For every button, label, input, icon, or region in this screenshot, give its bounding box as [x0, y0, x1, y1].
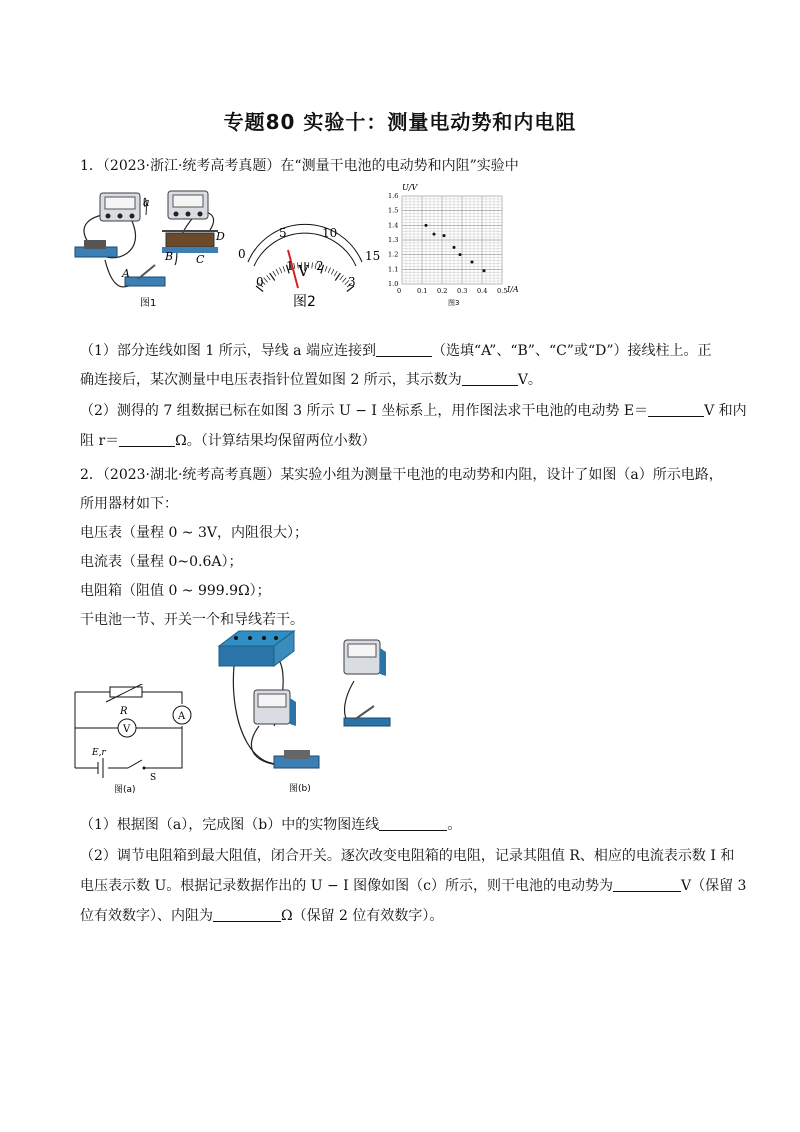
- answer-blank[interactable]: [379, 816, 447, 831]
- figure-1: [70, 185, 235, 313]
- dial-tick: [328, 268, 330, 273]
- dial-unit: V: [298, 262, 309, 280]
- dial-tick: [312, 262, 313, 268]
- chart-data-point: [433, 233, 436, 236]
- dial-bottom-tick-1: 1: [286, 259, 294, 273]
- answer-blank[interactable]: [648, 402, 704, 417]
- dial-top-tick-5: 5: [279, 226, 287, 240]
- chart-grid: [402, 196, 502, 284]
- q2-part2-line2: 电压表示数 U。根据记录数据作出的 U − I 图像如图（c）所示，则干电池的电动势为 V（保留 3: [80, 878, 747, 894]
- figa-Er-label: E,r: [92, 748, 106, 758]
- chart-x-tick-label: 0.1: [417, 287, 428, 295]
- chart-x-tick-label: 0.4: [477, 287, 488, 295]
- fig1-label-B: B: [165, 250, 174, 263]
- figa-R-label: R: [120, 706, 128, 717]
- q2-item-resistor-box: 电阻箱（阻值 0 ~ 999.9Ω）；: [80, 583, 271, 599]
- dial-bottom-tick-2: 2: [316, 259, 324, 273]
- q1-part2-line2: 阻 r＝ Ω。（计算结果均保留两位小数）: [80, 433, 376, 449]
- chart-data-point: [483, 269, 486, 272]
- chart-y-tick-label: 1.0: [388, 280, 399, 288]
- dial-tick: [325, 266, 327, 272]
- dial-tick: [342, 278, 346, 282]
- dial-tick: [267, 275, 271, 280]
- dial-tick: [270, 273, 275, 280]
- dial-tick: [331, 269, 334, 274]
- dial-bottom-tick-3: 3: [348, 275, 356, 289]
- page-title: 专题80 实验十：测量电动势和内电阻: [223, 110, 577, 134]
- fig1-caption: 图1: [140, 298, 157, 309]
- q2-item-others: 干电池一节、开关一个和导线若干。: [80, 612, 304, 628]
- dial-tick: [334, 271, 337, 276]
- dial-tick: [276, 269, 279, 274]
- figb-caption: 图(b): [289, 784, 311, 794]
- fig1-label-C: C: [196, 253, 205, 266]
- chart-y-axis-label: U/V: [402, 183, 418, 192]
- chart-y-tick-label: 1.3: [388, 236, 399, 244]
- figa-voltmeter-label: V: [123, 724, 131, 735]
- dial-top-tick-0: 0: [238, 247, 246, 261]
- answer-blank[interactable]: [613, 877, 681, 892]
- fig1-label-A: A: [122, 267, 130, 280]
- chart-y-tick-label: 1.2: [388, 250, 399, 259]
- figure-b: [214, 626, 414, 798]
- chart-x-tick-label: 0.2: [437, 287, 448, 295]
- fig1-label-a: a: [143, 196, 150, 209]
- q1-part2-line1: （2）测得的 7 组数据已标在如图 3 所示 U − I 坐标系上，用作图法求干电池的电动势 E＝ V 和内: [80, 403, 747, 419]
- dial-tick: [335, 273, 340, 280]
- chart-data-point: [471, 261, 474, 264]
- q2-heading-line1: 2．（2023·湖北·统考高考真题）某实验小组为测量干电池的电动势和内阻，设计了如图（a）所示电路，: [80, 467, 723, 483]
- dial-tick: [340, 275, 344, 280]
- chart-x-tick-label: 0: [397, 287, 402, 295]
- dial-tick: [294, 263, 295, 269]
- q2-part2-line3: 位有效数字）、内阻为 Ω（保留 2 位有效数字）。: [80, 908, 444, 924]
- answer-blank[interactable]: [376, 342, 432, 357]
- answer-blank[interactable]: [462, 371, 518, 386]
- dial-top-tick-15: 15: [365, 249, 380, 263]
- figure-2: [230, 220, 380, 310]
- figure-3: [380, 180, 525, 310]
- dial-tick: [273, 271, 276, 276]
- fig3-caption: 图3: [448, 299, 460, 307]
- q2-part2-line1: （2）调节电阻箱到最大阻值，闭合开关。逐次改变电阻箱的电阻，记录其阻值 R、相应的电流表示数 I 和: [80, 848, 735, 864]
- figa-caption: 图(a): [114, 785, 136, 795]
- q2-item-voltmeter: 电压表（量程 0 ~ 3V，内阻很大）；: [80, 525, 309, 541]
- q1-heading: 1．（2023·浙江·统考高考真题）在“测量干电池的电动势和内阻”实验中: [80, 158, 519, 174]
- q1-part1-line1: （1）部分连线如图 1 所示，导线 a 端应连接到 （选填“A”、“B”、“C”或“D”）接线柱上。正: [80, 343, 712, 359]
- dial-tick: [264, 278, 268, 282]
- q2-heading-line2: 所用器材如下：: [80, 496, 178, 512]
- chart-data-point: [453, 246, 456, 249]
- chart-x-tick-label: 0.5: [497, 287, 508, 295]
- figa-ammeter-label: A: [178, 711, 186, 722]
- dial-bottom-tick-0: 0: [256, 275, 264, 289]
- chart-y-tick-label: 1.1: [388, 265, 399, 274]
- dial-tick: [279, 268, 281, 273]
- fig1-label-D: D: [216, 230, 225, 243]
- q1-part1-line2: 确连接后，某次测量中电压表指针位置如图 2 所示，其示数为 V。: [80, 372, 542, 388]
- q2-item-ammeter: 电流表（量程 0~0.6A）；: [80, 554, 243, 570]
- answer-blank[interactable]: [119, 432, 175, 447]
- chart-y-tick-label: 1.6: [388, 192, 399, 200]
- fig2-caption: 图2: [293, 294, 316, 310]
- chart-data-point: [425, 224, 428, 227]
- chart-x-axis-label: I/A: [507, 285, 519, 294]
- answer-blank[interactable]: [213, 907, 281, 922]
- chart-data-point: [443, 234, 446, 237]
- q2-part1: （1）根据图（a），完成图（b）中的实物图连线 。: [80, 817, 462, 833]
- dial-top-tick-10: 10: [322, 226, 338, 240]
- figa-S-label: S: [150, 773, 157, 783]
- chart-x-tick-label: 0.3: [457, 287, 468, 295]
- figure-a: [70, 684, 200, 796]
- chart-data-point: [459, 253, 462, 256]
- chart-y-tick-label: 1.5: [388, 206, 399, 215]
- dial-tick: [283, 266, 285, 272]
- chart-y-tick-label: 1.4: [388, 221, 399, 230]
